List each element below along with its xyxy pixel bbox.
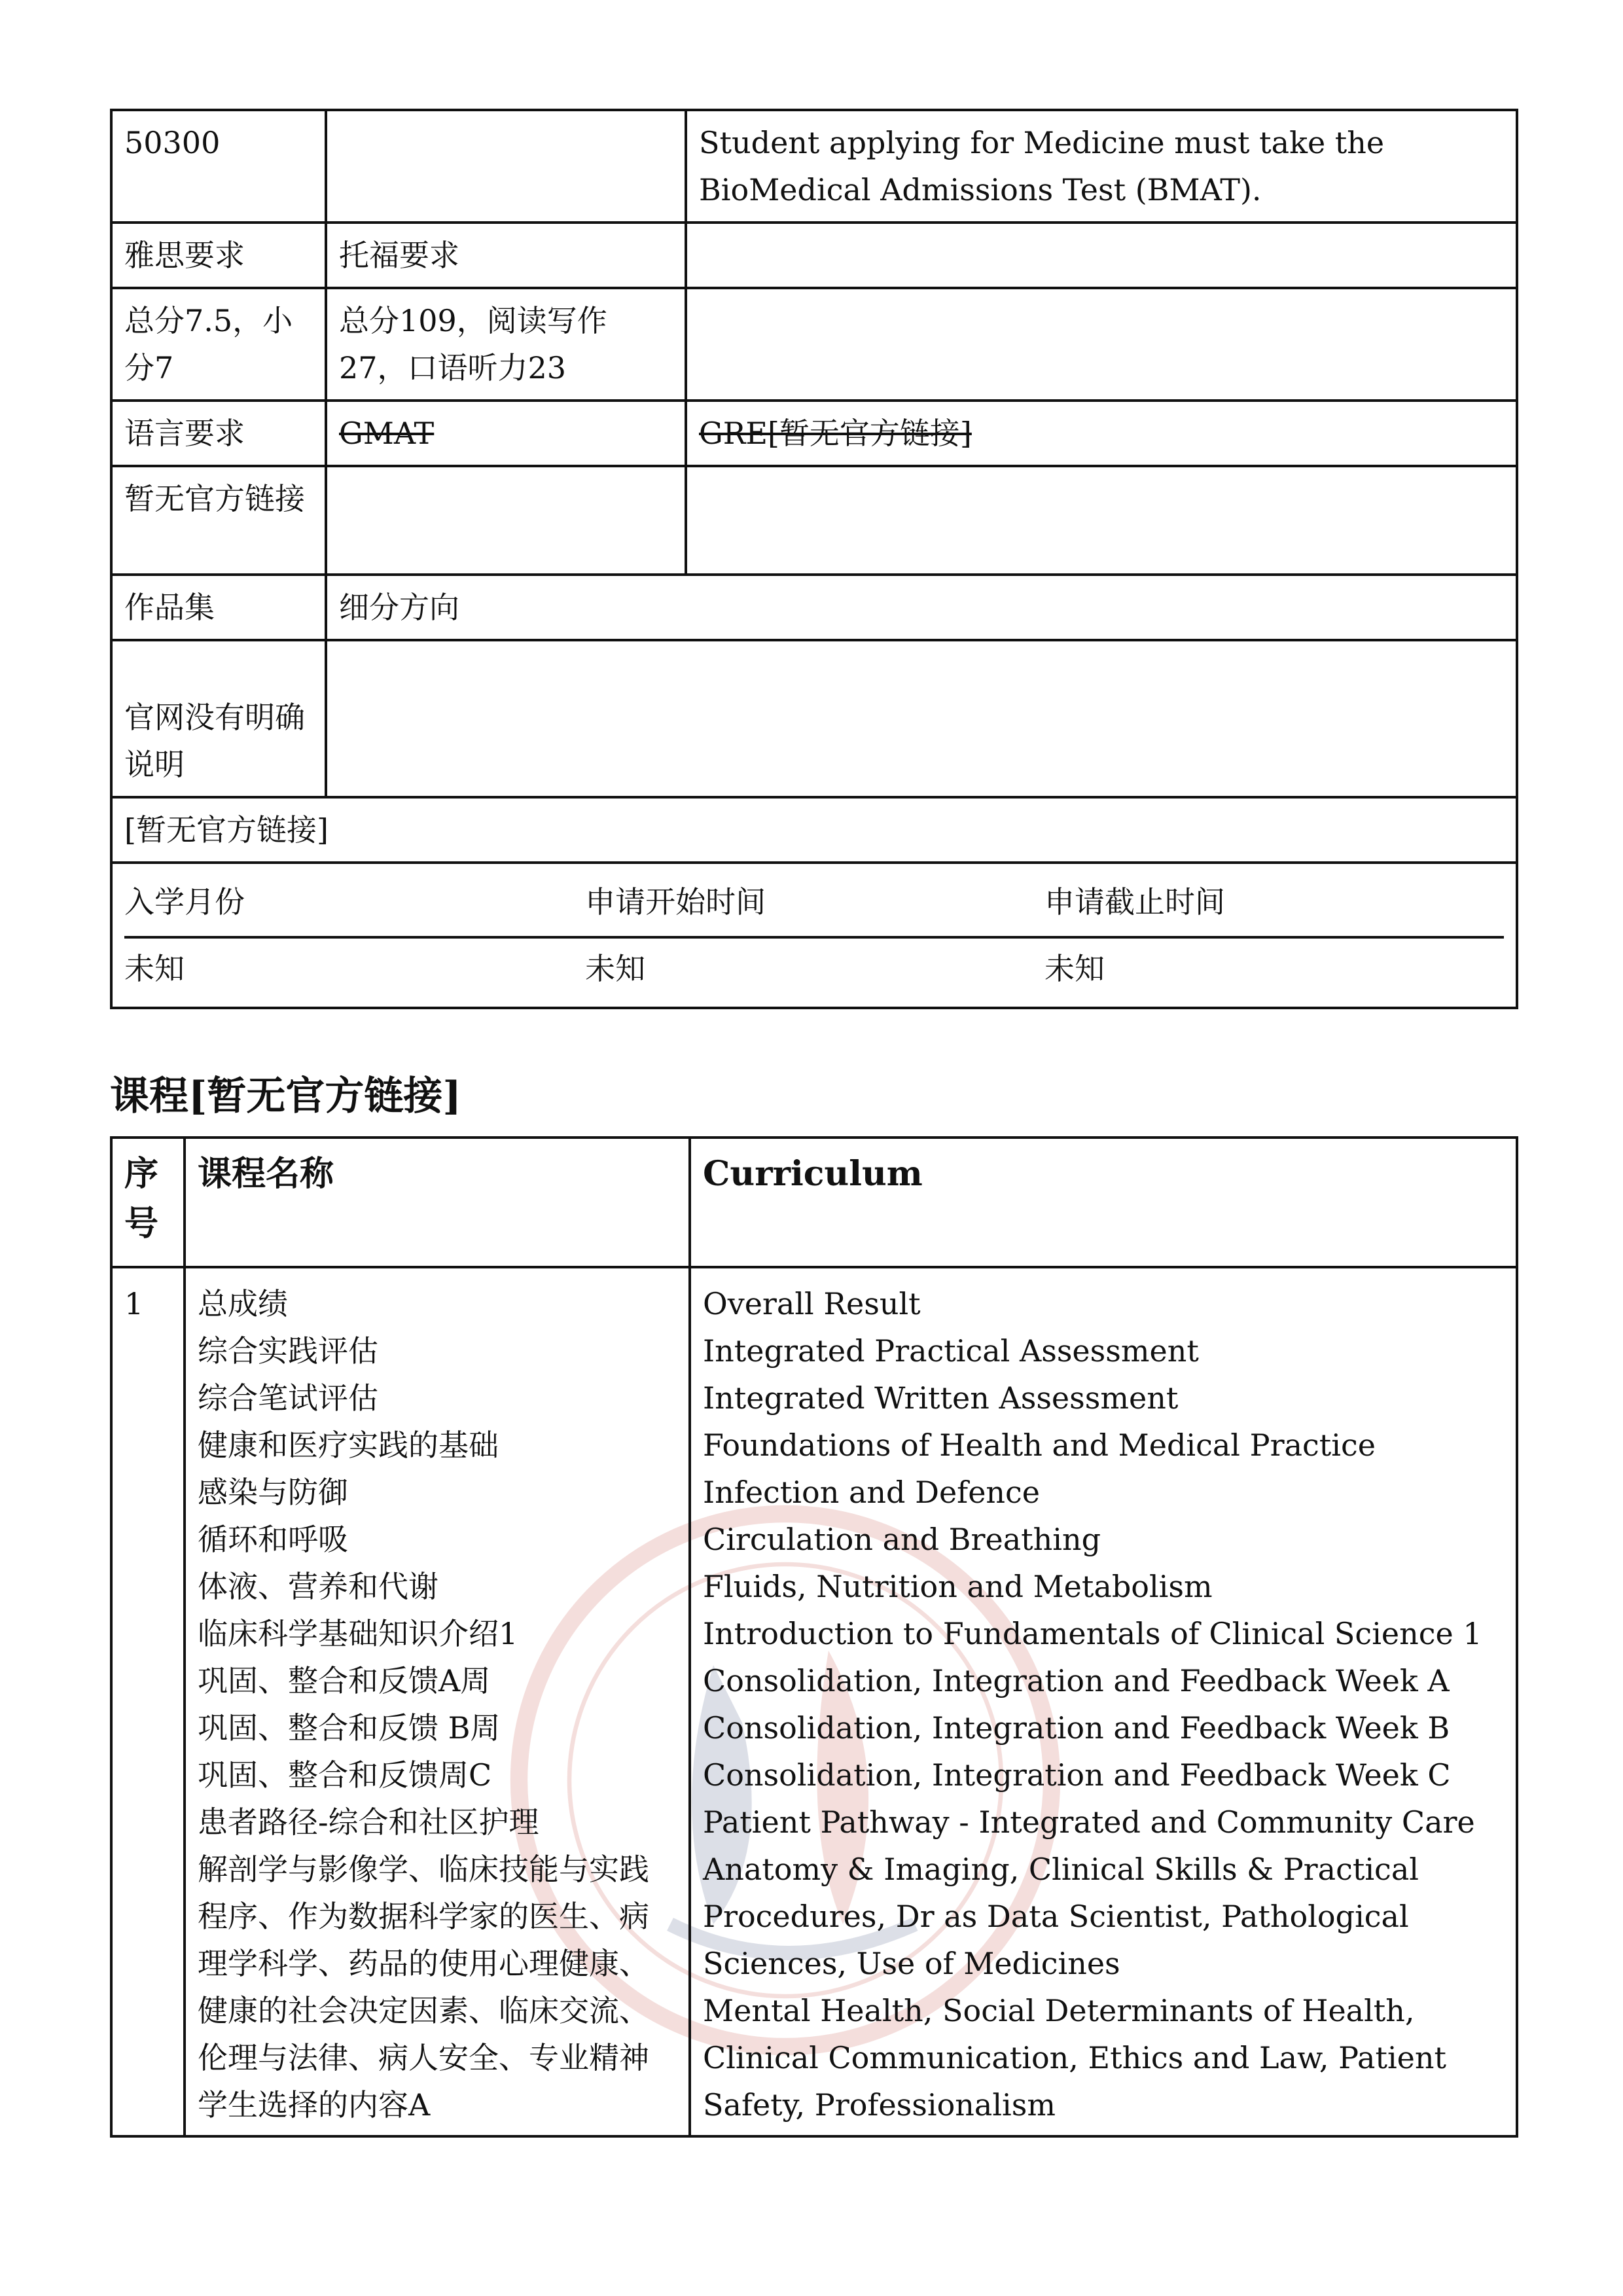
cell-gmat-label: GMAT [326,401,686,466]
header-curriculum: Curriculum [690,1138,1517,1267]
section-heading: 课程[暂无官方链接] [110,1073,461,1119]
list-item: 临床科学基础知识介绍1 [198,1616,518,1651]
cell-empty [326,110,686,223]
table-row [111,223,1517,288]
list-item: Overall Result [703,1286,921,1321]
list-item: 解剖学与影像学、临床技能与实践程序、作为数据科学家的医生、病理学科学、药品的使用心理健康、健康的社会决定因素、临床交流、伦理与法律、病人安全、专业精神 [198,1852,649,2075]
list-item: Consolidation, Integration and Feedback Week C [703,1757,1451,1793]
list-item: Foundations of Health and Medical Practice [703,1427,1376,1463]
list-item: 总成绩 [198,1286,288,1321]
cell-language-label: 语言要求 [111,401,326,466]
cell-toefl-label: 托福要求 [326,223,686,288]
table-row [111,466,1517,575]
list-item: 综合实践评估 [198,1333,378,1369]
cell-test-code: 50300 [111,110,326,223]
cell-empty [326,466,686,575]
list-item: Anatomy & Imaging, Clinical Skills & Practical Procedures, Dr as Data Scientist, Pathological Sciences, Use of Medicines [703,1852,1419,1981]
list-item: Patient Pathway - Integrated and Community Care [703,1804,1475,1840]
course-table [110,1136,1518,2138]
dates-header-row [124,872,1504,937]
dates-grid [124,872,1504,999]
cell-no-explanation: 官网没有明确说明 [111,640,326,797]
cell-subdirection-label: 细分方向 [326,575,1517,640]
cell-no-official-link: [暂无官方链接] [111,797,1517,863]
value-application-deadline: 未知 [1044,951,1105,986]
header-index: 序号 [111,1138,185,1267]
course-names-cn [185,1267,690,2136]
list-item: 感染与防御 [198,1475,348,1510]
list-item: 患者路径-综合和社区护理 [198,1804,539,1840]
course-index: 1 [111,1267,185,2136]
list-item: Consolidation, Integration and Feedback Week B [703,1710,1450,1746]
list-item: 巩固、整合和反馈 B周 [198,1710,501,1746]
list-item: Introduction to Fundamentals of Clinical Science 1 [703,1616,1482,1651]
cell-empty [326,640,1517,797]
table-row [111,797,1517,863]
table-row [111,401,1517,466]
list-item: Consolidation, Integration and Feedback Week A [703,1663,1450,1698]
table-row [111,863,1517,1008]
cell-gre-label: GRE[暂无官方链接] [686,401,1517,466]
cell-no-link: 暂无官方链接 [111,466,326,575]
cell-empty [686,223,1517,288]
header-application-deadline: 申请截止时间 [1044,872,1504,937]
cell-bmat-note: Student applying for Medicine must take the BioMedical Admissions Test (BMAT). [686,110,1517,223]
table-row [111,288,1517,401]
list-item: 循环和呼吸 [198,1522,348,1557]
table-row [111,110,1517,223]
value-intake-month: 未知 [124,951,185,986]
course-header-row [111,1138,1517,1267]
list-item: 健康和医疗实践的基础 [198,1427,499,1463]
value-application-start: 未知 [585,951,646,986]
list-item: 体液、营养和代谢 [198,1569,438,1604]
cell-ielts-label: 雅思要求 [111,223,326,288]
list-item: 综合笔试评估 [198,1380,378,1416]
list-item: Integrated Practical Assessment [703,1333,1199,1369]
list-item: 学生选择的内容A [198,2087,431,2123]
header-course-name: 课程名称 [185,1138,690,1267]
cell-portfolio-label: 作品集 [111,575,326,640]
cell-ielts-score: 总分7.5，小分7 [111,288,326,401]
cell-empty [686,466,1517,575]
cell-empty [686,288,1517,401]
requirements-table [110,109,1518,1009]
table-row [111,575,1517,640]
list-item: Infection and Defence [703,1475,1041,1510]
list-item: Circulation and Breathing [703,1522,1101,1557]
course-row [111,1267,1517,2136]
list-item: Fluids, Nutrition and Metabolism [703,1569,1213,1604]
course-names-en [690,1267,1517,2136]
list-item: Integrated Written Assessment [703,1380,1179,1416]
list-item: 巩固、整合和反馈周C [198,1757,492,1793]
dates-value-row [124,937,1504,999]
cell-toefl-score: 总分109，阅读写作27，口语听力23 [326,288,686,401]
table-row [111,640,1517,797]
header-application-start: 申请开始时间 [585,872,1044,937]
header-intake-month: 入学月份 [124,872,585,937]
dates-cell [111,863,1517,1008]
list-item: 巩固、整合和反馈A周 [198,1663,491,1698]
list-item: Mental Health, Social Determinants of Health, Clinical Communication, Ethics and Law, Patient Safety, Professionalism [703,1993,1447,2123]
